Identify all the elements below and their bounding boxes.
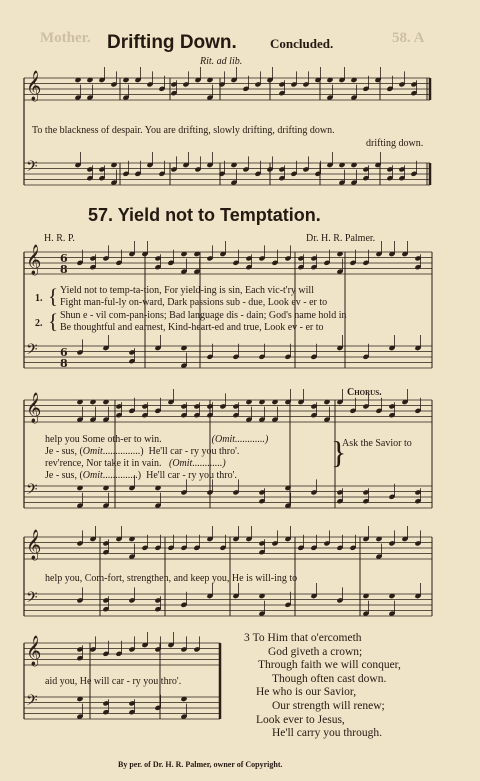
time-signature: 6 bbox=[60, 346, 68, 359]
song-subtitle: Concluded. bbox=[270, 36, 334, 51]
verse-number: 3 bbox=[244, 632, 250, 644]
chorus-lyric: help you, Com-fort, strengthen, and keep you, He is will-ing to bbox=[45, 573, 298, 584]
bass-clef: 𝄢 bbox=[26, 341, 38, 362]
lyric-line: Shun e - vil com-pan-ions; Bad language dis - dain; God's name hold in bbox=[60, 310, 347, 321]
chorus-label: Chorus. bbox=[347, 387, 382, 398]
hymn-title bbox=[88, 205, 321, 226]
hymn-number: 57. bbox=[88, 205, 114, 225]
bass-clef: 𝄢 bbox=[26, 589, 38, 610]
composer-credit: Dr. H. R. Palmer. bbox=[306, 233, 376, 244]
lyric-line: rev'rence, Nor take it in vain. (Omit............) bbox=[45, 458, 226, 469]
song-title: Drifting Down. bbox=[107, 32, 237, 53]
chorus-lyric: aid you, He will car - ry you thro'. bbox=[45, 676, 182, 687]
bass-clef: 𝄢 bbox=[26, 692, 38, 713]
time-signature: 6 bbox=[60, 252, 68, 265]
lyric-line: Je - sus, (Omit..............) He'll car - ry you thro'. bbox=[45, 470, 237, 481]
verse-three: 3 To Him that o'ercometh God giveth a crown; Through faith we will conquer, Though often cast down. He who is our Savior, Our strength will renew; Look ever to Jesus, He'll carry you through. bbox=[244, 632, 401, 740]
bleed-through-header-right: 58. A bbox=[392, 30, 425, 46]
verse-number: 1. bbox=[35, 293, 43, 304]
lyric-line: Yield not to temp-ta-tion, For yield-ing is sin, Each vic-t'ry will bbox=[60, 285, 314, 296]
treble-clef: 𝄞 bbox=[26, 393, 42, 423]
chorus-lyric: Ask the Savior to bbox=[342, 438, 412, 449]
bass-clef: 𝄢 bbox=[26, 481, 38, 502]
lyric-line: help you Some oth-er to win. (Omit............) bbox=[45, 434, 269, 445]
treble-clef: 𝄞 bbox=[26, 530, 42, 560]
treble-clef: 𝄞 bbox=[26, 636, 42, 666]
lyric-line: To the blackness of despair. You are drifting, slowly drifting, drifting down. bbox=[32, 125, 335, 136]
verse-number: 2. bbox=[35, 318, 43, 329]
lyric-line: Be thoughtful and earnest, Kind-heart-ed and true, Look ev - er to bbox=[60, 322, 324, 333]
hymn-title-text: Yield not to Temptation. bbox=[117, 205, 321, 225]
lyric-line: Fight man-ful-ly on-ward, Dark passions sub - due, Look ev - er to bbox=[60, 297, 328, 308]
lyric-line-end: drifting down. bbox=[366, 138, 424, 149]
lyric-line: Je - sus, (Omit...............) He'll car - ry you thro'. bbox=[45, 446, 240, 457]
copyright-footer: By per. of Dr. H. R. Palmer, owner of Copyright. bbox=[118, 760, 283, 769]
brace: { bbox=[48, 309, 59, 333]
time-signature: 8 bbox=[60, 357, 68, 370]
brace: { bbox=[48, 284, 59, 308]
tempo-direction: Rit. ad lib. bbox=[200, 56, 243, 67]
treble-clef: 𝄞 bbox=[26, 71, 42, 101]
treble-clef: 𝄞 bbox=[26, 245, 42, 275]
bass-clef: 𝄢 bbox=[26, 158, 38, 179]
bleed-through-header-left: Mother. bbox=[40, 30, 91, 46]
brace: } bbox=[331, 434, 347, 470]
lyricist-credit: H. R. P. bbox=[44, 233, 75, 244]
time-signature: 8 bbox=[60, 263, 68, 276]
